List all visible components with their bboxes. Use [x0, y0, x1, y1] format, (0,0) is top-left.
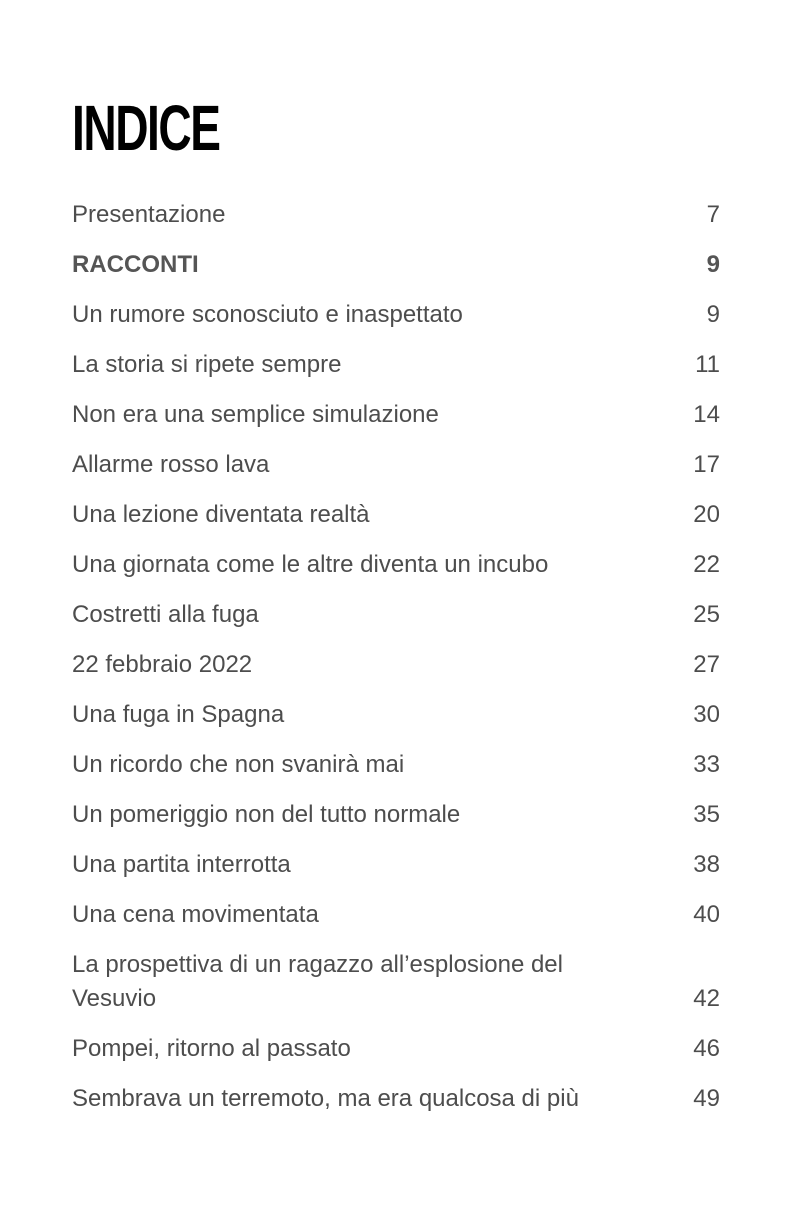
toc-entry[interactable] [72, 286, 720, 336]
toc-entry-label: Presentazione [72, 201, 226, 228]
toc-entry-page: 42 [693, 985, 720, 1012]
toc-entry-page: 14 [693, 401, 720, 428]
toc-entry-label: Una partita interrotta [72, 851, 291, 878]
toc-entry-label: Pompei, ritorno al passato [72, 1035, 351, 1062]
toc-entry-label: Un ricordo che non svanirà mai [72, 751, 405, 778]
toc-entry-page: 22 [693, 551, 720, 578]
toc-entry-page: 40 [693, 901, 720, 928]
toc-entry[interactable] [72, 1070, 720, 1120]
toc-entry[interactable] [72, 536, 720, 586]
toc-entry-label: Sembrava un terremoto, ma era qualcosa di più [72, 1085, 579, 1112]
toc-entry-label: Una lezione diventata realtà [72, 501, 370, 528]
toc-entry-page: 20 [693, 501, 720, 528]
toc-entry-page: 38 [693, 851, 720, 878]
toc-entry-label: Allarme rosso lava [72, 451, 270, 478]
toc-entry[interactable] [72, 836, 720, 886]
toc-entry[interactable] [72, 436, 720, 486]
toc-entry-label: 22 febbraio 2022 [72, 651, 253, 678]
table-of-contents [72, 186, 720, 1120]
toc-entry[interactable] [72, 1020, 720, 1070]
toc-entry-page: 27 [693, 651, 720, 678]
toc-entry-label: La storia si ripete sempre [72, 351, 342, 378]
toc-entry-page: 46 [693, 1035, 720, 1062]
toc-entry[interactable] [72, 336, 720, 386]
toc-entry-label: Costretti alla fuga [72, 601, 259, 628]
toc-entry-label: Una fuga in Spagna [72, 701, 285, 728]
toc-section-page: 9 [706, 251, 720, 278]
toc-entry-page: 30 [693, 701, 720, 728]
toc-entry[interactable] [72, 886, 720, 936]
toc-entry[interactable] [72, 686, 720, 736]
toc-entry-page: 17 [693, 451, 720, 478]
toc-entry[interactable] [72, 936, 720, 1020]
toc-entry-page: 7 [706, 201, 720, 228]
page-title: INDICE [72, 92, 220, 164]
toc-entry[interactable] [72, 736, 720, 786]
toc-entry-label: Un pomeriggio non del tutto normale [72, 801, 461, 828]
toc-entry-page: 9 [706, 301, 720, 328]
toc-entry[interactable] [72, 386, 720, 436]
toc-section-racconti[interactable] [72, 236, 720, 286]
toc-entry-presentazione[interactable] [72, 186, 720, 236]
toc-entry[interactable] [72, 586, 720, 636]
toc-entry-label: Un rumore sconosciuto e inaspettato [72, 301, 463, 328]
toc-entry[interactable] [72, 636, 720, 686]
toc-entry-label: La prospettiva di un ragazzo all’esplosione del Vesuvio [72, 951, 563, 1012]
toc-entry-page: 49 [693, 1085, 720, 1112]
toc-entry[interactable] [72, 486, 720, 536]
toc-entry-label: Non era una semplice simulazione [72, 401, 439, 428]
toc-entry[interactable] [72, 786, 720, 836]
toc-section-label: RACCONTI [72, 251, 199, 278]
toc-entry-page: 11 [695, 351, 720, 378]
toc-entry-label: Una cena movimentata [72, 901, 319, 928]
toc-entry-page: 35 [693, 801, 720, 828]
toc-entry-page: 33 [693, 751, 720, 778]
toc-entry-label: Una giornata come le altre diventa un incubo [72, 551, 549, 578]
toc-entry-page: 25 [693, 601, 720, 628]
